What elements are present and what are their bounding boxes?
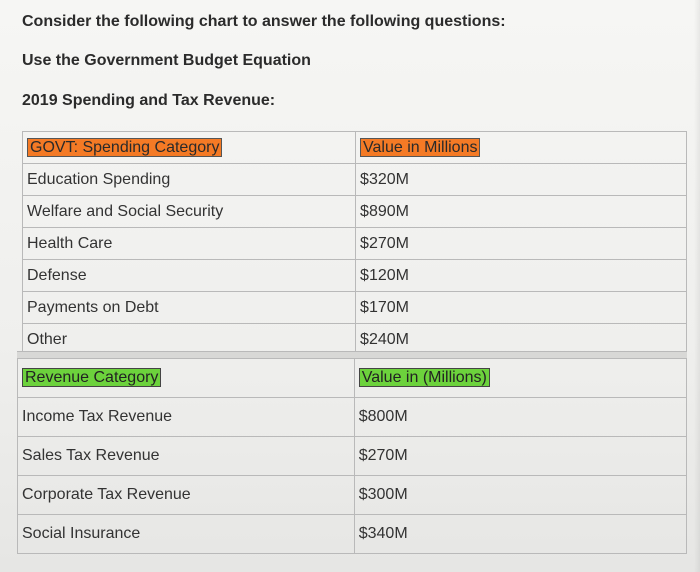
table-row (23, 228, 687, 260)
spending-table (22, 131, 687, 356)
category-cell: Education Spending (23, 164, 356, 196)
table-header-row (23, 132, 687, 164)
category-cell: Health Care (23, 228, 356, 260)
value-cell: $270M (354, 437, 686, 476)
value-cell: $300M (354, 476, 686, 515)
category-cell: Defense (23, 260, 356, 292)
instruction-line: Use the Government Budget Equation (22, 52, 311, 69)
revenue-value-header: Value in (Millions) (359, 368, 490, 387)
edge-shadow (694, 0, 700, 572)
table-row (18, 515, 687, 554)
table-caption: 2019 Spending and Tax Revenue: (22, 92, 276, 109)
table-row (23, 260, 687, 292)
value-cell: $890M (356, 196, 687, 228)
table-row (18, 398, 687, 437)
value-cell: $240M (356, 324, 687, 356)
table-header-row (18, 359, 687, 398)
value-cell: $340M (354, 515, 686, 554)
header-cell (18, 359, 355, 398)
table-row (18, 437, 687, 476)
header-cell (354, 359, 686, 398)
question-intro: Consider the following chart to answer the following questions: (22, 13, 506, 30)
value-cell: $800M (354, 398, 686, 437)
category-cell: Social Insurance (18, 515, 355, 554)
category-cell: Sales Tax Revenue (18, 437, 355, 476)
category-cell: Payments on Debt (23, 292, 356, 324)
category-cell: Corporate Tax Revenue (18, 476, 355, 515)
value-cell: $270M (356, 228, 687, 260)
value-cell: $120M (356, 260, 687, 292)
table-row (23, 292, 687, 324)
category-cell: Welfare and Social Security (23, 196, 356, 228)
category-cell: Other (23, 324, 356, 356)
category-cell: Income Tax Revenue (18, 398, 355, 437)
revenue-table (17, 358, 687, 554)
header-cell (23, 132, 356, 164)
table-row (18, 476, 687, 515)
value-cell: $170M (356, 292, 687, 324)
header-cell (356, 132, 687, 164)
table-row (23, 196, 687, 228)
value-cell: $320M (356, 164, 687, 196)
spending-category-header: GOVT: Spending Category (27, 138, 222, 157)
revenue-category-header: Revenue Category (22, 368, 161, 387)
table-row (23, 164, 687, 196)
spending-value-header: Value in Millions (360, 138, 480, 157)
